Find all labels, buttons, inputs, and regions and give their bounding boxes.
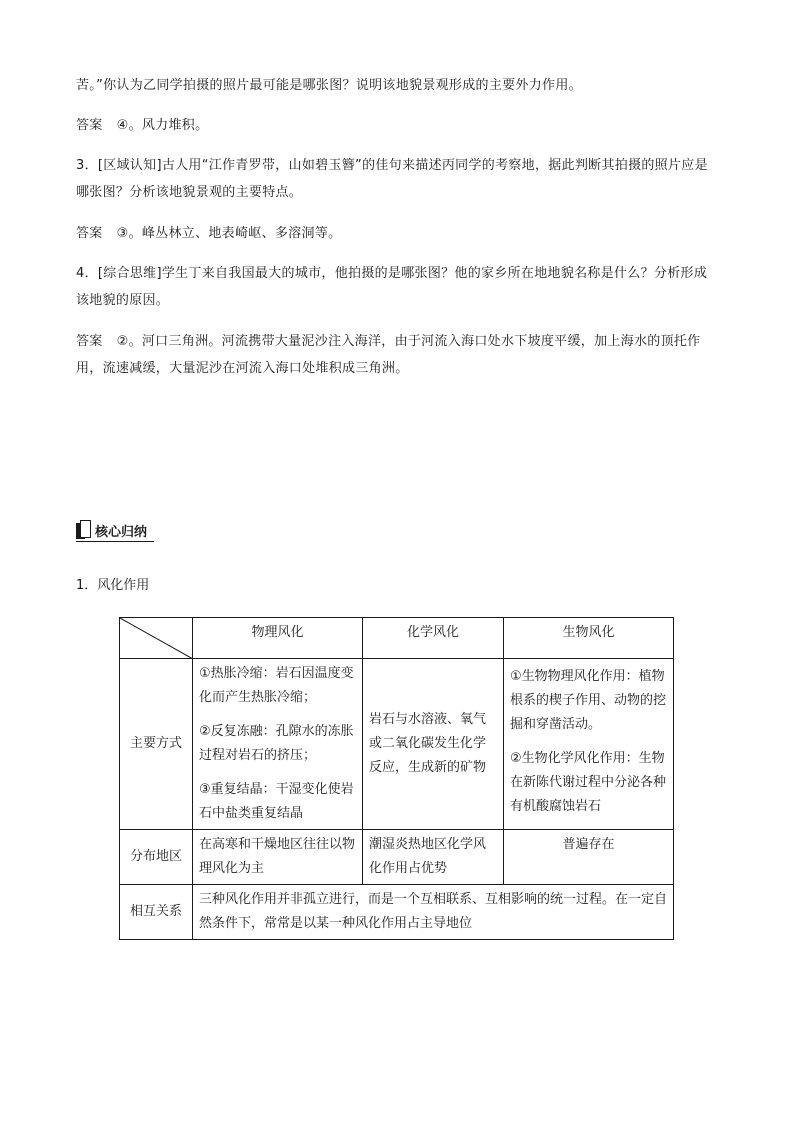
answer-text: ④。风力堆积。 bbox=[116, 118, 209, 133]
cell-main-chemical: 岩石与水溶液、氧气或二氧化碳发生化学反应，生成新的矿物 bbox=[363, 659, 504, 830]
answer-label: 答案 bbox=[76, 334, 103, 349]
row-label-distribution: 分布地区 bbox=[120, 830, 193, 885]
answer-text: ②。河口三角洲。河流携带大量泥沙注入海洋，由于河流入海口处水下坡度平缓，加上海水的顶托作用，流速减缓，大量泥沙在河流入海口处堆积成三角洲。 bbox=[76, 334, 701, 376]
weathering-table bbox=[119, 617, 674, 940]
cell-distribution-physical: 在高寒和干燥地区往往以物理风化为主 bbox=[193, 830, 363, 885]
table-row-main bbox=[120, 659, 674, 830]
answer-text: ③。峰丛林立、地表崎岖、多溶洞等。 bbox=[116, 226, 342, 241]
answer-label: 答案 bbox=[76, 118, 103, 133]
cell-distribution-biological: 普遍存在 bbox=[504, 830, 674, 885]
cell-main-biological bbox=[504, 659, 674, 830]
answer-4 bbox=[76, 328, 718, 382]
diagonal-line bbox=[120, 618, 193, 659]
section-heading bbox=[76, 520, 154, 542]
cell-line: ①热胀冷缩：岩石因温度变化而产生热胀冷缩； bbox=[199, 666, 354, 705]
subheading: 1．风化作用 bbox=[76, 578, 150, 593]
cell-line: ②反复冻融：孔隙水的冻胀过程对岩石的挤压； bbox=[199, 724, 354, 763]
section-title: 核心归纳 bbox=[95, 525, 148, 540]
cell-line: ③重复结晶：干湿变化使岩石中盐类重复结晶 bbox=[199, 782, 354, 821]
question-3: 3．[区域认知]古人用“江作青罗带，山如碧玉簪”的佳句来描述丙同学的考察地，据此判断其拍摄的照片应是哪张图？分析该地貌景观的主要特点。 bbox=[76, 158, 708, 200]
table-row-relation bbox=[120, 885, 674, 940]
row-label-relation: 相互关系 bbox=[120, 885, 193, 940]
answer-label: 答案 bbox=[76, 226, 103, 241]
cell-distribution-chemical: 潮湿炎热地区化学风化作用占优势 bbox=[363, 830, 504, 885]
question-2-tail: 苦。”你认为乙同学拍摄的照片最可能是哪张图？说明该地貌景观形成的主要外力作用。 bbox=[76, 78, 582, 93]
table-header-row bbox=[120, 618, 674, 659]
header-chemical: 化学风化 bbox=[363, 618, 504, 659]
diagonal-header-cell bbox=[120, 618, 193, 659]
section-marker-icon-outline bbox=[80, 520, 91, 538]
question-4: 4．[综合思维]学生丁来自我国最大的城市，他拍摄的是哪张图？他的家乡所在地地貌名称是什么？分析形成该地貌的原因。 bbox=[76, 266, 708, 308]
header-biological: 生物风化 bbox=[504, 618, 674, 659]
cell-line: ②生物化学风化作用：生物在新陈代谢过程中分泌各种有机酸腐蚀岩石 bbox=[510, 751, 667, 814]
row-label-main: 主要方式 bbox=[120, 659, 193, 830]
cell-main-physical bbox=[193, 659, 363, 830]
section-underline bbox=[76, 541, 154, 542]
cell-relation: 三种风化作用并非孤立进行，而是一个互相联系、互相影响的统一过程。在一定自然条件下，常常是以某一种风化作用占主导地位 bbox=[193, 885, 674, 940]
header-physical: 物理风化 bbox=[193, 618, 363, 659]
cell-line: ①生物物理风化作用：植物根系的楔子作用、动物的挖掘和穿凿活动。 bbox=[510, 669, 667, 732]
table-row-distribution bbox=[120, 830, 674, 885]
answer-3 bbox=[76, 220, 718, 247]
answer-2 bbox=[76, 112, 718, 139]
